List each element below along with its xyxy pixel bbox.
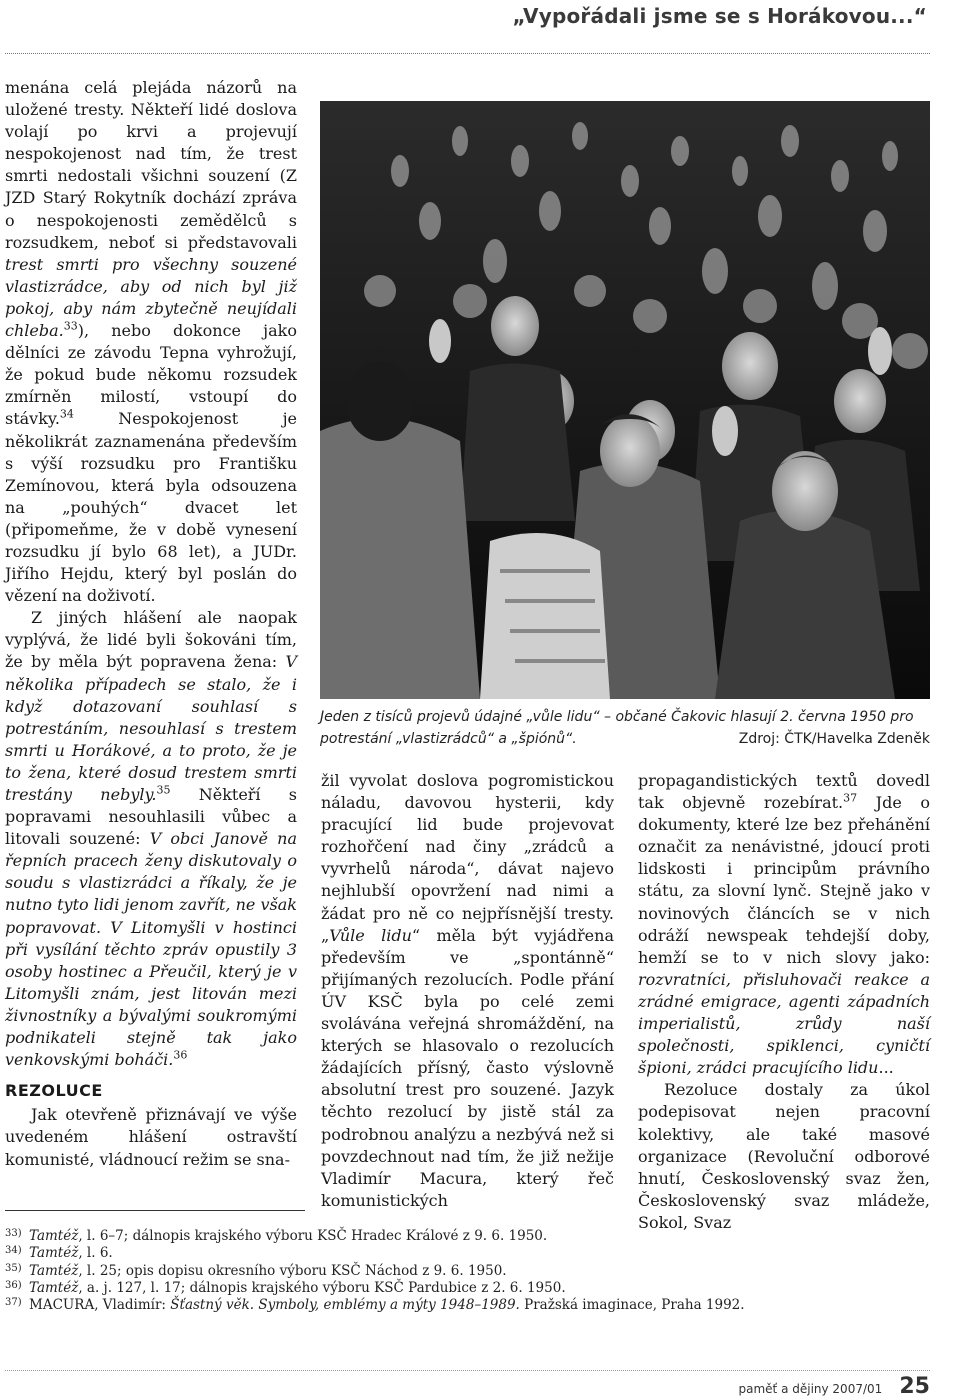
journal-name: paměť a dějiny 2007/01 (738, 1382, 883, 1396)
section-heading: REZOLUCE (5, 1081, 103, 1101)
footnote (5, 1228, 930, 1245)
text-column-1 (5, 77, 297, 1171)
footnote (5, 1280, 930, 1297)
footnote-number: 36) (5, 1279, 22, 1291)
crowd-photo (320, 101, 930, 699)
footnotes (5, 1228, 930, 1314)
text-run: Nespokojenost je několikrát zaznamenána především s výší rozsudku pro Františku Zemínovou, která byla odsouzena na „pouhých“ dvacet let (připomeňme, že v době vynesení rozsudku jí bylo 68 let), a JUDr. Jiřího Hejdu, který byl poslán do vězení na doživotí. (5, 409, 297, 606)
footnote-source: Tamtéž (29, 1279, 79, 1296)
footnote-text: , a. j. 127, l. 17; dálnopis krajského výboru KSČ Pardubice z 2. 6. 1950. (78, 1279, 566, 1296)
header-divider (5, 53, 930, 54)
paragraph (321, 770, 614, 1212)
text-run: Jde o dokumenty, které lze bez přehánění označit za nenávistné, jdoucí proti lidskosti i principům právního státu, za slovní lynč. Stejně jako v novinových článcích se v nich odráží newspeak tehdejší doby, hemží se to v nich slovy jako: (638, 793, 930, 967)
page-number: 25 (899, 1374, 930, 1399)
emphasis: Vůle lidu (329, 925, 412, 945)
footnote-ref[interactable]: 37 (843, 791, 858, 805)
footnote-text: , l. 6. (78, 1245, 113, 1262)
footnote (5, 1245, 930, 1262)
footnote-source: Tamtéž (29, 1245, 79, 1262)
paragraph (5, 77, 297, 607)
text-column-3 (638, 770, 930, 1234)
footnote-source: Tamtéž (29, 1262, 79, 1279)
caption-text: Jeden z tisíců projevů údajné „vůle lidu“ – občané Čakovic hlasují 2. června 1950 pro potrestání „vlastizrádců“ a „špiónů“. (320, 709, 914, 747)
footnote-source: Tamtéž (29, 1228, 79, 1244)
footnote-ref[interactable]: 34 (59, 408, 74, 422)
paragraph: Rezoluce dostaly za úkol podepisovat nejen pracovní kolektivy, ale také masové organizace (Revoluční odborové hnutí, Československý svaz žen, Československý svaz mládeže, Sokol, Svaz (638, 1080, 930, 1232)
footnote-text: Pražská imaginace, Praha 1992. (519, 1297, 745, 1314)
text-run: propagandistických textů dovedl tak objevně rozebírat. (638, 771, 930, 813)
footnote-number: 34) (5, 1245, 22, 1257)
footnote-number: 33) (5, 1228, 22, 1239)
quoted-report: trest smrti pro všechny souzené vlastizrádce, aby od nich byl již pokoj, aby nám zbytečně neujídali chleba. (5, 254, 297, 341)
text-run: menána celá plejáda názorů na uložené tresty. Někteří lidé doslova volají po krvi a projevují nespokojenost nad tím, že trest smrti nedostali všichni souzení (Z JZD Starý Rokytník dochází zpráva o nespokojenosti zemědělců s rozsudkem, neboť si představovali (5, 78, 297, 252)
footnote (5, 1297, 930, 1314)
quoted-report: V obci Janově na řepních pracech ženy diskutovaly o soudu s vlastizrádci a říkaly, že je nutno tyto lidi jenom zavřít, ne však popravovat. V Litomyšli v hostinci při vysílání těchto zpráv opustily 3 osoby hostinec a Přeučil, který je v Litomyšli znám, jest litován mezi živnostníky a bývalými soukromými podnikateli stejně tak jako venkovskými boháči. (5, 829, 297, 1070)
footnote-text: , l. 6–7; dálnopis krajského výboru KSČ Hradec Králové z 9. 6. 1950. (78, 1228, 548, 1244)
photo-illustration (320, 101, 930, 699)
text-run: ), nebo dokonce jako dělníci ze závodu Tepna vyhrožují, že pokud bude někomu rozsudek zmírněn milostí, vstoupí do stávky. (5, 321, 297, 429)
text-run: ... (878, 1058, 894, 1078)
photo-caption (320, 706, 930, 750)
page-footer (739, 1374, 931, 1399)
footer-divider (5, 1370, 930, 1371)
footnote-ref[interactable]: 35 (156, 783, 171, 797)
text-run: Z jiných hlášení ale naopak vyplývá, že lidé byli šokováni tím, že by měla být popravena žena: (5, 608, 297, 672)
text-run: žil vyvolat doslova pogromistickou náladu, davovou hysterii, kdy pracující lid bude projevovat rozhořčení nad činy „zrádců a vyvrhelů národa“, dávat najevo nejhlubší opovržení nad nimi a žádat pro ně co nejpřísnější tresty. „ (321, 771, 614, 945)
footnote-divider (5, 1210, 305, 1211)
text-run: Někteří s popravami nesouhlasili vůbec a litovali souzené: (5, 785, 297, 849)
footnote-source: Šťastný věk. Symboly, emblémy a mýty 1948–1989. (170, 1297, 520, 1314)
paragraph: Jak otevřeně přiznávají ve výše uvedeném hlášení ostravští komunisté, vládnoucí režim se sna- (5, 1105, 297, 1169)
text-run: “ měla být vyjádřena především ve „spontánně“ přijímaných rezolucích. Podle přání ÚV KSČ byla po celé zemi svolávána veřejná shromáždění, na kterých se hlasovalo o rezolucích žádajících přísný, často výslovně absolutní trest pro souzené. Jazyk těchto rezolucí by jistě stál za podrobnou analýzu a nezbývá než si povzdechnout nad tím, že již nežije Vladimír Macura, který řeč komunistických (321, 925, 614, 1210)
quoted-report: V několika případech se stalo, že i když dotazovaní souhlasí s potrestáním, nesouhlasí s trestem smrti u Horákové, a to proto, že je to žena, které dosud trestem smrti trestány nebyly. (5, 652, 297, 804)
footnote (5, 1263, 930, 1280)
footnote-number: 37) (5, 1297, 22, 1309)
running-head: „Vypořádali jsme se s Horákovou...“ (512, 4, 927, 28)
paragraph (638, 770, 930, 1079)
text-column-2 (321, 770, 614, 1212)
quoted-terms: rozvratníci, přisluhovači reakce a zrádné emigrace, agenti západních imperialistů, zrůdy naší společnosti, spiklenci, cyničtí špioni, zrádci pracujícího lidu (638, 969, 930, 1078)
paragraph (5, 607, 297, 1071)
footnote-ref[interactable]: 36 (173, 1048, 188, 1062)
footnote-author: MACURA, Vladimír: (29, 1297, 171, 1314)
photo-credit: Zdroj: ČTK/Havelka Zdeněk (738, 731, 930, 747)
footnote-number: 35) (5, 1262, 22, 1274)
footnote-text: , l. 25; opis dopisu okresního výboru KSČ Náchod z 9. 6. 1950. (78, 1262, 507, 1279)
footnote-ref[interactable]: 33 (63, 319, 78, 333)
